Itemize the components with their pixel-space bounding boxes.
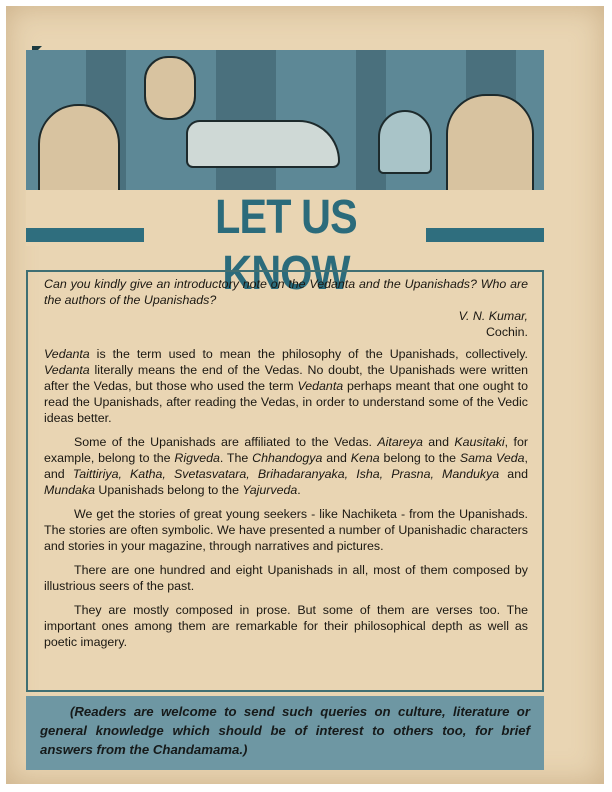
- qa-box: [26, 270, 544, 692]
- reader-invitation-note: (Readers are welcome to send such queries on culture, literature or general knowledge which should be of interest to others too, for brief answers from the Chandamama.): [40, 704, 530, 757]
- answer-paragraph-2: Some of the Upanishads are affiliated to the Vedas. Aitareya and Kausitaki, for example, belong to the Rigveda. The Chhandogya and Kena belong to the Sama Veda, and Taittiriya, Katha, Svetasvatara, Brihadaranyaka, Isha, Prasna, Mandukya and Mundaka Upanishads belong to the Yajurveda.: [44, 435, 528, 497]
- pilot-figure: [144, 56, 196, 120]
- magazine-page: [6, 6, 604, 784]
- page-title: LET US KNOW: [215, 191, 357, 300]
- answer-paragraph-1: Vedanta is the term used to mean the philosophy of the Upanishads, collectively. Vedanta literally means the end of the Vedas. No doubt, the Upanishads were written after the Vedas, but those who used the term Vedanta perhaps meant that one ought to read the Upanishads, after reading the Vedas, in order to understand some of the Vedic ideas better.: [44, 347, 528, 425]
- question-place: Cochin.: [485, 325, 528, 339]
- banner-illustration: [26, 50, 544, 190]
- answer-paragraph-5: They are mostly composed in prose. But some of them are verses too. The important ones among them are remarkable for their philosophical depth as well as poetic imagery.: [44, 603, 528, 649]
- qa-text: [44, 276, 528, 658]
- reader-invitation-box: [26, 696, 544, 770]
- reader-question: Can you kindly give an introductory note on the Vedanta and the Upanishads? Who are the authors of the Upanishads?: [44, 277, 528, 307]
- answer-paragraph-3: We get the stories of great young seekers - like Nachiketa - from the Upanishads. The stories are often symbolic. We have presented a number of Upanishadic characters and stories in your magazine, through narratives and pictures.: [44, 507, 528, 553]
- girl-reading-book: [446, 94, 534, 194]
- answer-paragraph-4: There are one hundred and eight Upanishads in all, most of them composed by illustrious seers of the past.: [44, 563, 528, 593]
- question-author: V. N. Kumar,: [458, 309, 528, 323]
- race-car: [186, 120, 340, 168]
- student-writing-figure: [38, 104, 120, 194]
- title-rule-left: [26, 228, 144, 242]
- chemistry-apparatus: [378, 110, 432, 174]
- title-rule-right: [426, 228, 544, 242]
